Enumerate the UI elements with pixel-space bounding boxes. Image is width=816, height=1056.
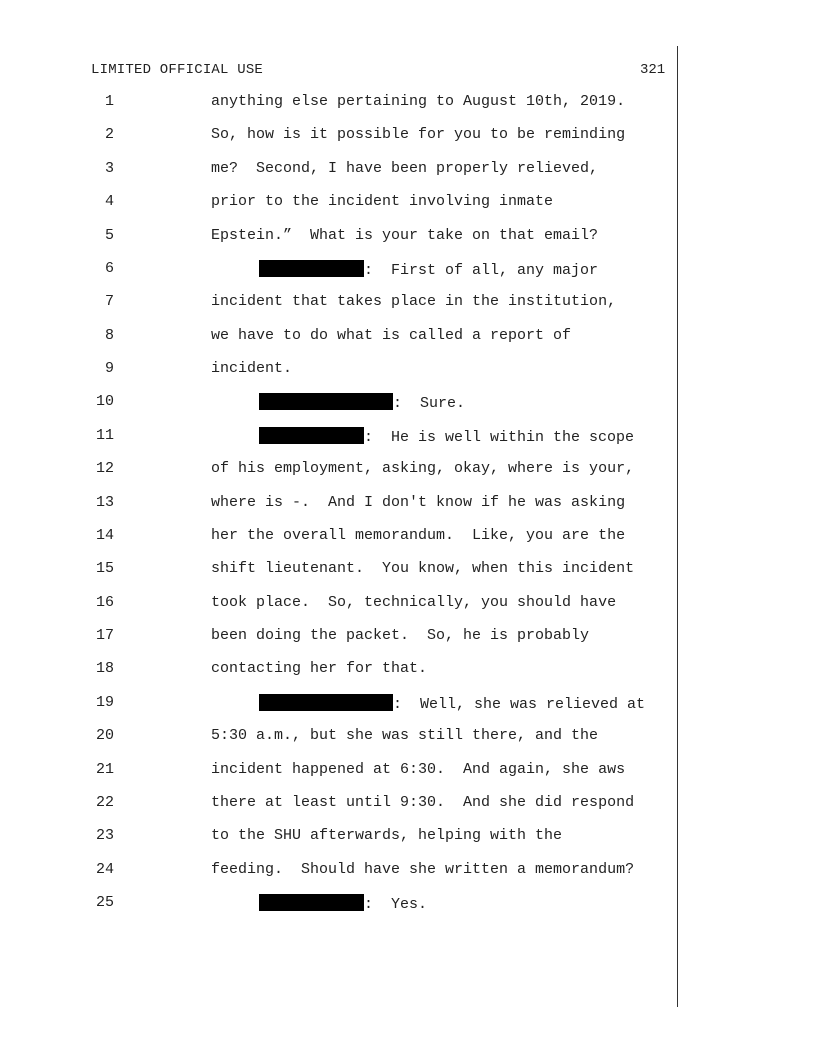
line-text [259, 694, 645, 713]
line-number: 12 [95, 460, 114, 478]
transcript-line [0, 327, 816, 347]
transcript-line [0, 627, 816, 647]
redaction-box [259, 894, 364, 911]
transcript-line [0, 227, 816, 247]
classification-marking: LIMITED OFFICIAL USE [91, 62, 264, 78]
speaker-text: : Yes. [364, 896, 428, 913]
line-text: prior to the incident involving inmate [211, 193, 554, 211]
transcript-line [0, 761, 816, 781]
line-text: So, how is it possible for you to be reminding [211, 126, 626, 144]
line-number: 17 [95, 627, 114, 644]
line-number: 4 [104, 193, 114, 211]
line-number: 7 [104, 293, 114, 311]
line-number: 25 [95, 894, 114, 911]
line-text: of his employment, asking, okay, where is your, [211, 460, 635, 478]
line-text: 5:30 a.m., but she was still there, and the [211, 727, 599, 745]
line-text: incident that takes place in the institution, [211, 293, 617, 311]
line-number: 22 [95, 793, 114, 811]
transcript-line [0, 460, 816, 480]
line-number: 20 [95, 727, 114, 745]
line-number: 11 [95, 426, 114, 444]
line-number: 9 [104, 360, 114, 377]
speaker-text: : Sure. [393, 395, 466, 413]
line-text: anything else pertaining to August 10th, 2019. [211, 93, 626, 110]
line-text: took place. So, technically, you should have [211, 593, 617, 611]
line-text: feeding. Should have she written a memorandum? [211, 860, 635, 878]
transcript-line [0, 260, 816, 280]
speaker-text: : He is well within the scope [364, 428, 635, 446]
transcript-line [0, 560, 816, 580]
transcript-line [0, 427, 816, 447]
line-text: Epstein.” What is your take on that email? [211, 226, 599, 244]
line-number: 13 [95, 493, 114, 511]
line-number: 24 [95, 860, 114, 878]
redaction-box [259, 393, 393, 410]
transcript-line [0, 527, 816, 547]
line-number: 19 [95, 693, 114, 711]
transcript-line [0, 193, 816, 213]
line-number: 2 [104, 126, 114, 144]
redaction-box [259, 260, 364, 277]
line-number: 3 [104, 159, 114, 177]
transcript-line [0, 861, 816, 881]
line-number: 15 [95, 560, 114, 578]
transcript-line [0, 694, 816, 714]
page-number: 321 [640, 62, 666, 78]
line-number: 10 [95, 393, 114, 411]
line-text: me? Second, I have been properly relieved, [211, 159, 599, 177]
line-number: 5 [104, 226, 114, 244]
speaker-text: : Well, she was relieved at [393, 695, 646, 713]
transcript-line [0, 360, 816, 380]
transcript-line [0, 660, 816, 680]
line-text: incident happened at 6:30. And again, she aws [211, 760, 626, 778]
line-number: 14 [95, 526, 114, 544]
line-text: we have to do what is called a report of [211, 326, 572, 344]
transcript-line [0, 293, 816, 313]
transcript-line [0, 160, 816, 180]
line-number: 1 [104, 93, 114, 110]
line-text: contacting her for that. [211, 660, 428, 678]
line-number: 8 [104, 326, 114, 344]
speaker-text: : First of all, any major [364, 261, 599, 279]
transcript-line [0, 594, 816, 614]
transcript-line [0, 794, 816, 814]
line-number: 18 [95, 660, 114, 678]
transcript-line [0, 126, 816, 146]
transcript-line [0, 727, 816, 747]
line-text: where is -. And I don't know if he was asking [211, 493, 626, 511]
line-number: 21 [95, 760, 114, 778]
line-text: to the SHU afterwards, helping with the [211, 827, 563, 845]
transcript-line [0, 93, 816, 113]
line-text: been doing the packet. So, he is probably [211, 627, 590, 644]
line-text: incident. [211, 360, 293, 377]
redaction-box [259, 427, 364, 444]
line-text [259, 894, 427, 913]
redaction-box [259, 694, 393, 711]
line-number: 6 [104, 259, 114, 277]
transcript-line [0, 827, 816, 847]
line-text [259, 393, 465, 412]
line-text: her the overall memorandum. Like, you are the [211, 526, 626, 544]
line-text: shift lieutenant. You know, when this incident [211, 560, 635, 578]
line-text [259, 427, 634, 446]
line-text: there at least until 9:30. And she did respond [211, 793, 635, 811]
line-number: 16 [95, 593, 114, 611]
line-number: 23 [95, 827, 114, 845]
transcript-line [0, 393, 816, 413]
transcript-line [0, 894, 816, 914]
transcript-line [0, 494, 816, 514]
line-text [259, 260, 598, 279]
